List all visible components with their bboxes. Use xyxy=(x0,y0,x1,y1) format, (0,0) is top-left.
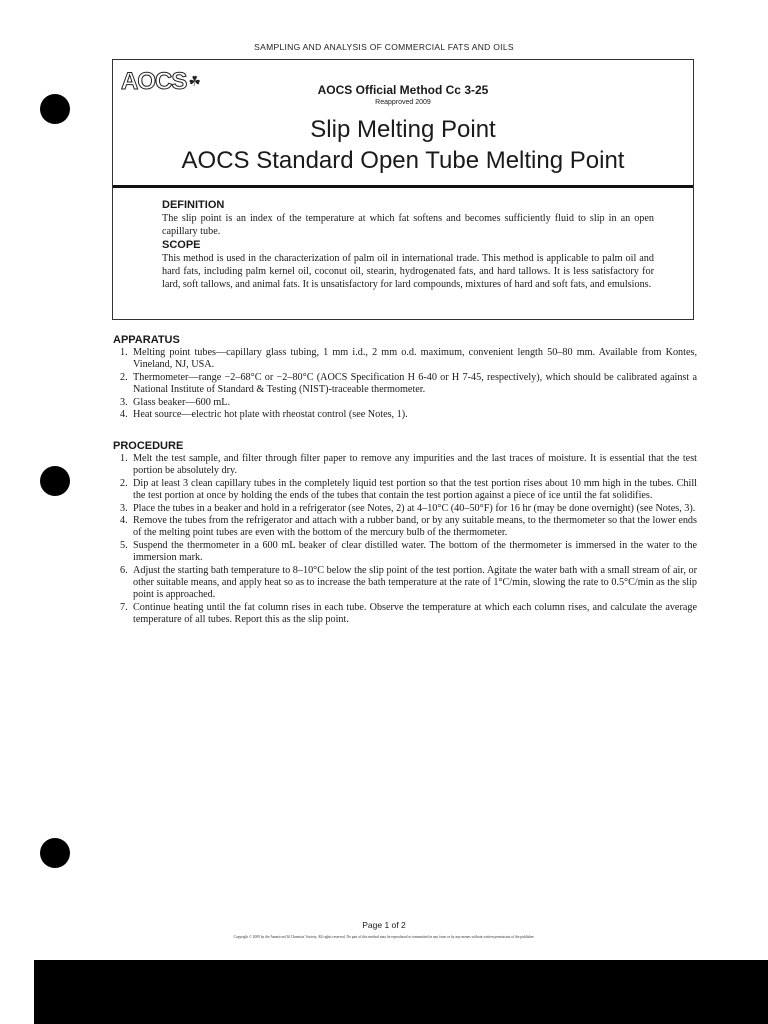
procedure-heading: PROCEDURE xyxy=(113,440,184,452)
item-text: Melt the test sample, and filter through filter paper to remove any impurities and the last traces of moisture. It is essential that the test portion be absolutely dry. xyxy=(133,453,697,477)
method-header-box xyxy=(112,59,694,320)
item-number: 7. xyxy=(120,601,128,613)
list-item xyxy=(113,397,697,409)
item-text: Heat source—electric hot plate with rheostat control (see Notes, 1). xyxy=(133,409,408,421)
reapproved-note: Reapproved 2009 xyxy=(375,99,431,106)
definition-heading: DEFINITION xyxy=(162,199,225,211)
item-text: Remove the tubes from the refrigerator and attach with a rubber band, or by any suitable means, to the thermometer so that the lower ends of the melting point tubes are even with the bottom of the mercury bulb of the thermometer. xyxy=(133,515,697,539)
list-item xyxy=(113,515,697,540)
list-item xyxy=(113,565,697,602)
item-number: 2. xyxy=(120,477,128,489)
item-text: Glass beaker—600 mL. xyxy=(133,396,231,408)
item-text: Melting point tubes—capillary glass tubing, 1 mm i.d., 2 mm o.d. maximum, convenient length 50–80 mm. Available from Kontes, Vineland, NJ, USA. xyxy=(133,347,697,371)
scope-heading: SCOPE xyxy=(162,239,201,251)
aocs-logo-text: AOCS xyxy=(121,68,187,95)
list-item xyxy=(113,409,697,421)
aocs-logo-mark-icon: ☘ xyxy=(188,74,201,90)
page-title: Slip Melting Point xyxy=(310,116,496,143)
list-item xyxy=(113,478,697,503)
item-text: Dip at least 3 clean capillary tubes in the completely liquid test portion so that the test portion rises about 10 mm high in the tubes. Chill the test portion at once by holding the ends of the tubes that contain the test portion against a piece of ice until the fat solidifies. xyxy=(133,477,697,502)
item-text: Suspend the thermometer in a 600 mL beaker of clear distilled water. The bottom of the thermometer is immersed in the water to the immersion mark. xyxy=(133,539,697,564)
item-number: 5. xyxy=(120,539,128,551)
binder-hole xyxy=(40,94,70,124)
list-item xyxy=(113,372,697,397)
item-text: Adjust the starting bath temperature to 8–10°C below the slip point of the test portion. Agitate the water bath with a small stream of air, or other suitable means, and apply heat so as to increase the bath temperature at the rate of 1°C/min, slowing the rate to 0.5°C/min as the slip point is approached. xyxy=(133,564,697,601)
title-divider xyxy=(113,185,693,188)
item-number: 1. xyxy=(120,347,128,358)
page-number: Page 1 of 2 xyxy=(362,920,406,930)
running-head: SAMPLING AND ANALYSIS OF COMMERCIAL FATS AND OILS xyxy=(254,42,514,52)
item-number: 1. xyxy=(120,453,128,464)
definition-scope-block xyxy=(162,198,654,291)
page-subtitle: AOCS Standard Open Tube Melting Point xyxy=(181,147,625,174)
procedure-section xyxy=(113,439,697,627)
definition-text: The slip point is an index of the temperature at which fat softens and becomes sufficiently fluid to slip in an open capillary tube. xyxy=(162,213,654,237)
item-number: 4. xyxy=(120,515,128,527)
list-item xyxy=(113,540,697,565)
list-item xyxy=(113,503,697,515)
item-number: 6. xyxy=(120,564,128,576)
procedure-list xyxy=(113,453,697,627)
item-text: Place the tubes in a beaker and hold in a refrigerator (see Notes, 2) at 4–10°C (40–50°F) for 16 hr (may be done overnight) (see Notes, 3). xyxy=(133,502,696,514)
apparatus-section xyxy=(113,333,697,421)
apparatus-heading: APPARATUS xyxy=(113,334,180,346)
list-item xyxy=(113,602,697,627)
item-number: 4. xyxy=(120,409,128,421)
item-number: 3. xyxy=(120,502,128,514)
binder-hole xyxy=(40,466,70,496)
method-number: AOCS Official Method Cc 3-25 xyxy=(317,83,489,97)
copyright-notice: Copyright © 2009 by the American Oil Chemists' Society. All rights reserved. No part of this method may be reproduced or transmitted in any form or by any means without written permission of the publisher. xyxy=(233,935,535,939)
item-number: 2. xyxy=(120,371,128,383)
scan-border-band xyxy=(34,960,768,1024)
scope-text: This method is used in the characterization of palm oil in international trade. This method is applicable to palm oil and hard fats, including palm kernel oil, coconut oil, stearin, hydrogenated fats, and hard tallows. It is less satisfactory for lard, soft tallows, and animal fats. It is unsatisfactory for lard compounds, mixtures of hard and soft fats, and emulsions. xyxy=(162,253,654,290)
binder-hole xyxy=(40,838,70,868)
item-text: Thermometer—range −2–68°C or −2–80°C (AOCS Specification H 6-40 or H 7-45, respectively), which should be calibrated against a National Institute of Standard & Testing (NIST)-traceable thermometer. xyxy=(133,371,697,396)
item-number: 3. xyxy=(120,396,128,408)
list-item xyxy=(113,347,697,372)
list-item xyxy=(113,453,697,478)
item-text: Continue heating until the fat column rises in each tube. Observe the temperature at which each column rises, and calculate the average temperature of all tubes. Report this as the slip point. xyxy=(133,601,697,626)
apparatus-list xyxy=(113,347,697,421)
